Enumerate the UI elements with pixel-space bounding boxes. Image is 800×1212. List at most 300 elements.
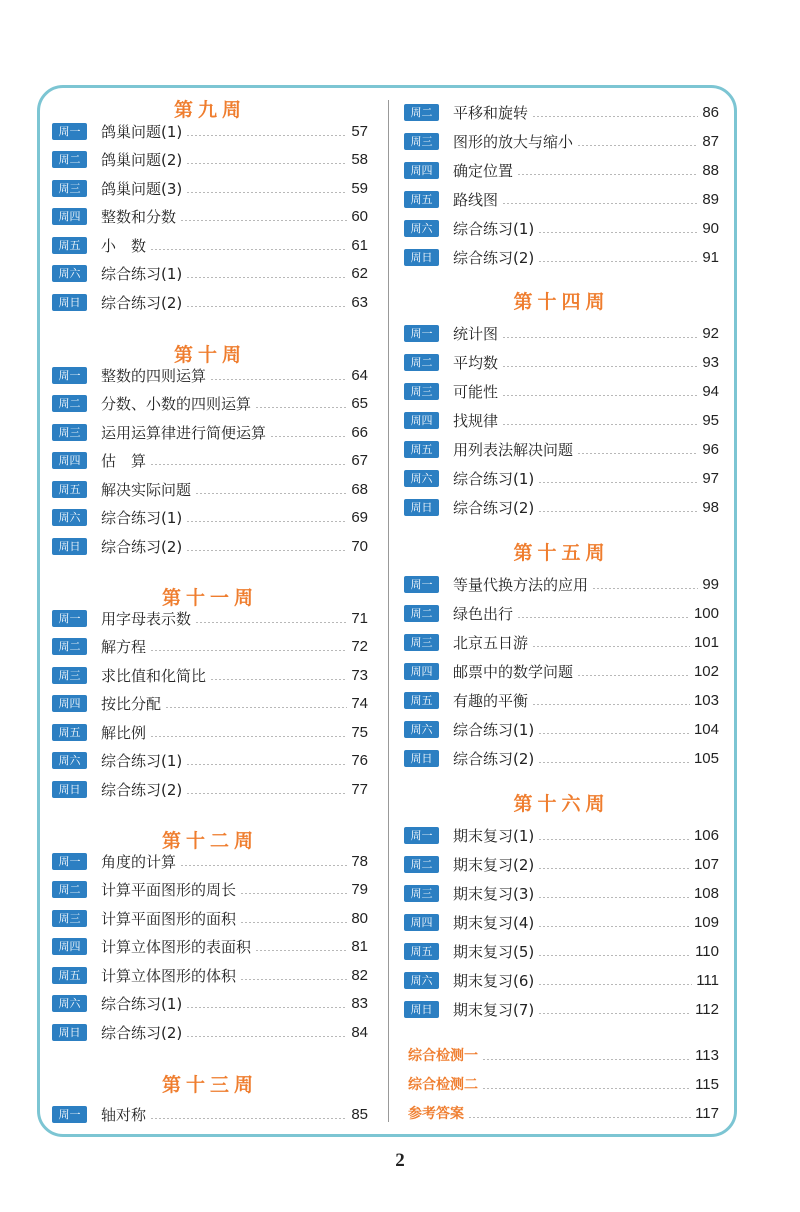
toc-entry[interactable] [52, 207, 368, 227]
day-badge: 周五 [52, 481, 87, 498]
day-badge: 周一 [404, 325, 439, 342]
day-badge: 周三 [52, 180, 87, 197]
entry-page-number: 84 [351, 1023, 368, 1041]
entry-page-number: 69 [351, 509, 368, 526]
dot-leader [186, 135, 347, 136]
toc-entry[interactable] [404, 574, 719, 594]
entry-page-number: 79 [351, 881, 368, 898]
entry-title: 可能性 [453, 382, 499, 401]
entry-title: 找规律 [453, 411, 499, 430]
entry-page-number: 110 [695, 942, 719, 960]
dot-leader [538, 984, 692, 985]
toc-entry[interactable] [404, 497, 719, 517]
toc-entry[interactable] [52, 751, 368, 771]
dot-leader [502, 337, 698, 338]
toc-entry[interactable] [404, 970, 719, 990]
entry-page-number: 71 [351, 609, 368, 627]
dot-leader [592, 588, 698, 589]
entry-page-number: 108 [693, 884, 719, 902]
toc-entry[interactable] [52, 880, 368, 900]
entry-page-number: 97 [702, 469, 719, 487]
entry-title: 统计图 [453, 324, 499, 343]
toc-entry[interactable] [52, 422, 368, 442]
entry-title: 期末复习(1) [453, 826, 535, 845]
entry-title: 求比值和化简比 [101, 666, 207, 685]
entry-title: 分数、小数的四则运算 [101, 395, 252, 413]
entry-page-number: 73 [351, 666, 368, 684]
entry-title: 按比分配 [101, 695, 162, 713]
day-badge: 周四 [404, 914, 439, 931]
toc-entry[interactable] [404, 941, 719, 961]
entry-title: 鸽巢问题(2) [101, 151, 183, 169]
toc-entry[interactable] [52, 608, 368, 628]
dot-leader [150, 464, 347, 465]
toc-entry[interactable] [404, 854, 719, 874]
toc-entry[interactable] [52, 394, 368, 414]
dot-leader [532, 646, 690, 647]
entry-title: 平均数 [453, 353, 499, 372]
week-heading: 第十三周 [161, 1074, 258, 1096]
day-badge: 周二 [52, 638, 87, 655]
toc-extra-entry[interactable] [404, 1074, 719, 1094]
toc-entry[interactable] [52, 937, 368, 957]
entry-page-number: 106 [693, 826, 719, 844]
dot-leader [186, 277, 347, 278]
day-badge: 周二 [52, 151, 87, 168]
day-badge: 周二 [404, 354, 439, 371]
entry-page-number: 111 [696, 971, 719, 989]
entry-title: 图形的放大与缩小 [453, 132, 574, 151]
entry-page-number: 74 [351, 695, 368, 712]
entry-title: 解方程 [101, 638, 147, 656]
day-badge: 周五 [52, 724, 87, 741]
toc-entry[interactable] [404, 912, 719, 932]
entry-page-number: 68 [351, 480, 368, 498]
toc-entry[interactable] [404, 439, 719, 459]
dot-leader [210, 679, 347, 680]
toc-extra-entry[interactable] [404, 1045, 719, 1065]
dot-leader [468, 1117, 691, 1118]
day-badge: 周一 [404, 827, 439, 844]
dot-leader [577, 675, 690, 676]
day-badge: 周一 [52, 1106, 87, 1123]
entry-page-number: 94 [702, 382, 719, 400]
dot-leader [502, 203, 698, 204]
week-heading: 第十二周 [161, 830, 258, 852]
entry-title: 综合练习(1) [101, 265, 183, 283]
dot-leader [150, 249, 347, 250]
entry-page-number: 83 [351, 995, 368, 1012]
dot-leader [532, 116, 698, 117]
day-badge: 周一 [52, 123, 87, 140]
toc-entry[interactable] [52, 637, 368, 657]
toc-entry[interactable] [404, 719, 719, 739]
entry-title: 整数和分数 [101, 208, 177, 226]
toc-entry[interactable] [52, 121, 368, 141]
toc-entry[interactable] [404, 218, 719, 238]
day-badge: 周五 [52, 237, 87, 254]
day-badge: 周二 [404, 856, 439, 873]
toc-entry[interactable] [52, 694, 368, 714]
toc-entry[interactable] [404, 323, 719, 343]
entry-page-number: 59 [351, 179, 368, 197]
dot-leader [538, 762, 690, 763]
dot-leader [538, 868, 690, 869]
day-badge: 周日 [404, 249, 439, 266]
day-badge: 周五 [52, 967, 87, 984]
day-badge: 周日 [404, 750, 439, 767]
toc-entry[interactable] [404, 661, 719, 681]
entry-title: 期末复习(2) [453, 855, 535, 874]
week-heading: 第十五周 [513, 542, 610, 564]
dot-leader [150, 650, 347, 651]
day-badge: 周日 [404, 499, 439, 516]
toc-entry[interactable] [404, 632, 719, 652]
dot-leader [186, 764, 347, 765]
entry-title: 计算平面图形的面积 [101, 909, 237, 928]
entry-title: 轴对称 [101, 1105, 147, 1124]
dot-leader [538, 733, 690, 734]
toc-entry[interactable] [52, 365, 368, 385]
day-badge: 周三 [52, 910, 87, 927]
day-badge: 周三 [404, 383, 439, 400]
toc-entry[interactable] [52, 908, 368, 928]
day-badge: 周一 [52, 853, 87, 870]
entry-page-number: 72 [351, 638, 368, 655]
entry-page-number: 90 [702, 219, 719, 237]
entry-page-number: 78 [351, 852, 368, 870]
column-divider [388, 100, 389, 1122]
dot-leader [150, 736, 347, 737]
entry-title: 计算平面图形的周长 [101, 881, 237, 899]
toc-entry[interactable] [52, 264, 368, 284]
entry-page-number: 88 [702, 161, 719, 179]
day-badge: 周三 [404, 885, 439, 902]
toc-entry[interactable] [404, 748, 719, 768]
entry-title: 计算立体图形的表面积 [101, 938, 252, 956]
day-badge: 周三 [404, 634, 439, 651]
toc-entry[interactable] [52, 851, 368, 871]
entry-page-number: 113 [695, 1046, 719, 1064]
toc-entry[interactable] [404, 381, 719, 401]
entry-page-number: 60 [351, 208, 368, 225]
entry-page-number: 115 [695, 1075, 719, 1093]
entry-title: 解比例 [101, 723, 147, 742]
entry-title: 期末复习(3) [453, 884, 535, 903]
toc-entry[interactable] [404, 999, 719, 1019]
dot-leader [210, 379, 347, 380]
entry-title: 有趣的平衡 [453, 691, 529, 710]
day-badge: 周六 [404, 220, 439, 237]
entry-page-number: 104 [693, 720, 719, 738]
entry-page-number: 81 [351, 938, 368, 955]
entry-page-number: 62 [351, 265, 368, 282]
entry-page-number: 102 [693, 662, 719, 680]
entry-page-number: 117 [695, 1104, 719, 1122]
entry-page-number: 85 [351, 1105, 368, 1123]
day-badge: 周六 [404, 721, 439, 738]
dot-leader [538, 839, 690, 840]
toc-entry[interactable] [404, 131, 719, 151]
entry-title: 综合练习(2) [101, 537, 183, 556]
dot-leader [538, 232, 698, 233]
toc-entry[interactable] [52, 235, 368, 255]
toc-entry[interactable] [52, 479, 368, 499]
entry-page-number: 80 [351, 909, 368, 927]
day-badge: 周一 [404, 576, 439, 593]
entry-title: 综合检测一 [408, 1048, 478, 1064]
entry-page-number: 75 [351, 723, 368, 741]
day-badge: 周二 [404, 605, 439, 622]
entry-page-number: 112 [695, 1000, 719, 1018]
dot-leader [240, 893, 347, 894]
dot-leader [482, 1088, 691, 1089]
day-badge: 周四 [404, 162, 439, 179]
entry-title: 角度的计算 [101, 852, 177, 871]
toc-extra-entry[interactable] [404, 1103, 719, 1123]
entry-title: 整数的四则运算 [101, 366, 207, 385]
day-badge: 周四 [52, 695, 87, 712]
entry-page-number: 65 [351, 395, 368, 412]
toc-entry[interactable] [404, 603, 719, 623]
dot-leader [577, 453, 698, 454]
dot-leader [186, 793, 347, 794]
entry-title: 参考答案 [408, 1106, 464, 1122]
entry-page-number: 67 [351, 452, 368, 469]
day-badge: 周六 [404, 470, 439, 487]
entry-title: 计算立体图形的体积 [101, 966, 237, 985]
toc-entry[interactable] [52, 779, 368, 799]
entry-title: 鸽巢问题(3) [101, 179, 183, 198]
toc-entry[interactable] [52, 722, 368, 742]
day-badge: 周四 [404, 412, 439, 429]
day-badge: 周四 [52, 208, 87, 225]
dot-leader [538, 1013, 691, 1014]
dot-leader [255, 407, 347, 408]
toc-entry[interactable] [404, 189, 719, 209]
toc-entry[interactable] [404, 410, 719, 430]
entry-title: 用字母表示数 [101, 609, 192, 628]
entry-page-number: 61 [351, 236, 368, 254]
day-badge: 周三 [404, 133, 439, 150]
toc-entry[interactable] [52, 1104, 368, 1124]
entry-title: 综合练习(1) [453, 219, 535, 238]
entry-title: 综合练习(2) [453, 248, 535, 267]
entry-page-number: 103 [693, 691, 719, 709]
entry-page-number: 66 [351, 423, 368, 441]
day-badge: 周三 [52, 424, 87, 441]
entry-page-number: 99 [702, 575, 719, 593]
entry-title: 用列表法解决问题 [453, 440, 574, 459]
day-badge: 周六 [404, 972, 439, 989]
entry-title: 综合检测二 [408, 1077, 478, 1093]
dot-leader [270, 436, 347, 437]
entry-page-number: 58 [351, 151, 368, 168]
entry-title: 估 算 [101, 452, 147, 470]
toc-entry[interactable] [404, 102, 719, 122]
toc-entry[interactable] [404, 468, 719, 488]
dot-leader [532, 704, 690, 705]
entry-page-number: 77 [351, 780, 368, 798]
dot-leader [538, 926, 690, 927]
day-badge: 周日 [52, 538, 87, 555]
entry-page-number: 107 [693, 855, 719, 873]
dot-leader [195, 622, 347, 623]
entry-page-number: 63 [351, 293, 368, 311]
toc-entry[interactable] [404, 352, 719, 372]
dot-leader [186, 1007, 347, 1008]
entry-title: 综合练习(1) [453, 469, 535, 488]
entry-title: 综合练习(1) [101, 752, 183, 770]
day-badge: 周一 [52, 367, 87, 384]
toc-entry[interactable] [52, 1022, 368, 1042]
day-badge: 周六 [52, 752, 87, 769]
dot-leader [240, 979, 347, 980]
entry-title: 综合练习(2) [453, 749, 535, 768]
dot-leader [538, 261, 698, 262]
entry-page-number: 95 [702, 411, 719, 429]
toc-entry[interactable] [52, 536, 368, 556]
dot-leader [186, 521, 347, 522]
dot-leader [180, 220, 347, 221]
day-badge: 周六 [52, 509, 87, 526]
day-badge: 周五 [404, 191, 439, 208]
entry-title: 运用运算律进行简便运算 [101, 423, 267, 442]
dot-leader [517, 617, 690, 618]
entry-title: 确定位置 [453, 161, 514, 180]
dot-leader [502, 366, 698, 367]
entry-title: 等量代换方法的应用 [453, 575, 589, 594]
entry-page-number: 57 [351, 122, 368, 140]
entry-title: 解决实际问题 [101, 480, 192, 499]
entry-title: 鸽巢问题(1) [101, 122, 183, 141]
day-badge: 周四 [404, 663, 439, 680]
dot-leader [150, 1118, 347, 1119]
toc-entry[interactable] [52, 451, 368, 471]
entry-title: 期末复习(5) [453, 942, 535, 961]
day-badge: 周一 [52, 610, 87, 627]
toc-entry[interactable] [404, 883, 719, 903]
entry-page-number: 96 [702, 440, 719, 458]
day-badge: 周三 [52, 667, 87, 684]
dot-leader [502, 424, 698, 425]
week-heading: 第十一周 [161, 587, 258, 609]
entry-page-number: 64 [351, 366, 368, 384]
week-heading: 第十六周 [513, 793, 610, 815]
entry-page-number: 89 [702, 190, 719, 208]
day-badge: 周五 [404, 943, 439, 960]
week-heading: 第十四周 [513, 291, 610, 313]
page-number: 2 [395, 1150, 405, 1171]
dot-leader [577, 145, 698, 146]
day-badge: 周二 [404, 104, 439, 121]
entry-title: 绿色出行 [453, 604, 514, 623]
entry-title: 综合练习(2) [101, 780, 183, 799]
entry-page-number: 93 [702, 353, 719, 371]
entry-title: 综合练习(2) [101, 1023, 183, 1042]
week-heading: 第十周 [173, 344, 246, 366]
entry-page-number: 98 [702, 498, 719, 516]
dot-leader [180, 865, 347, 866]
day-badge: 周六 [52, 265, 87, 282]
entry-title: 期末复习(7) [453, 1000, 535, 1019]
toc-entry[interactable] [404, 160, 719, 180]
entry-title: 邮票中的数学问题 [453, 662, 574, 681]
dot-leader [538, 897, 690, 898]
day-badge: 周日 [52, 294, 87, 311]
toc-entry[interactable] [52, 150, 368, 170]
day-badge: 周日 [404, 1001, 439, 1018]
toc-entry[interactable] [404, 247, 719, 267]
dot-leader [186, 306, 347, 307]
day-badge: 周二 [52, 395, 87, 412]
entry-title: 期末复习(4) [453, 913, 535, 932]
toc-entry[interactable] [52, 178, 368, 198]
dot-leader [186, 192, 347, 193]
day-badge: 周五 [404, 441, 439, 458]
entry-page-number: 82 [351, 966, 368, 984]
dot-leader [538, 955, 691, 956]
toc-entry[interactable] [52, 665, 368, 685]
entry-title: 综合练习(1) [101, 995, 183, 1013]
entry-page-number: 86 [702, 103, 719, 121]
entry-title: 平移和旋转 [453, 103, 529, 122]
dot-leader [195, 493, 347, 494]
entry-page-number: 101 [693, 633, 719, 651]
day-badge: 周日 [52, 781, 87, 798]
entry-page-number: 92 [702, 324, 719, 342]
entry-title: 小 数 [101, 236, 147, 255]
entry-page-number: 87 [702, 132, 719, 150]
dot-leader [165, 707, 347, 708]
entry-title: 综合练习(2) [453, 498, 535, 517]
week-heading: 第九周 [173, 99, 246, 121]
entry-page-number: 76 [351, 752, 368, 769]
day-badge: 周六 [52, 995, 87, 1012]
day-badge: 周四 [52, 938, 87, 955]
toc-entry[interactable] [52, 994, 368, 1014]
day-badge: 周二 [52, 881, 87, 898]
dot-leader [538, 511, 698, 512]
entry-title: 路线图 [453, 190, 499, 209]
toc-entry[interactable] [52, 965, 368, 985]
dot-leader [517, 174, 698, 175]
dot-leader [186, 1036, 347, 1037]
entry-title: 期末复习(6) [453, 971, 535, 990]
toc-entry[interactable] [404, 825, 719, 845]
day-badge: 周四 [52, 452, 87, 469]
entry-page-number: 105 [693, 749, 719, 767]
day-badge: 周五 [404, 692, 439, 709]
entry-page-number: 109 [693, 913, 719, 931]
entry-title: 北京五日游 [453, 633, 529, 652]
toc-entry[interactable] [52, 508, 368, 528]
toc-entry[interactable] [404, 690, 719, 710]
entry-page-number: 91 [702, 248, 719, 266]
dot-leader [482, 1059, 691, 1060]
entry-page-number: 100 [693, 604, 719, 622]
entry-title: 综合练习(1) [453, 720, 535, 739]
entry-title: 综合练习(1) [101, 509, 183, 527]
dot-leader [240, 922, 347, 923]
day-badge: 周日 [52, 1024, 87, 1041]
dot-leader [186, 550, 347, 551]
dot-leader [186, 163, 347, 164]
entry-page-number: 70 [351, 537, 368, 555]
dot-leader [538, 482, 698, 483]
toc-entry[interactable] [52, 292, 368, 312]
dot-leader [255, 950, 347, 951]
